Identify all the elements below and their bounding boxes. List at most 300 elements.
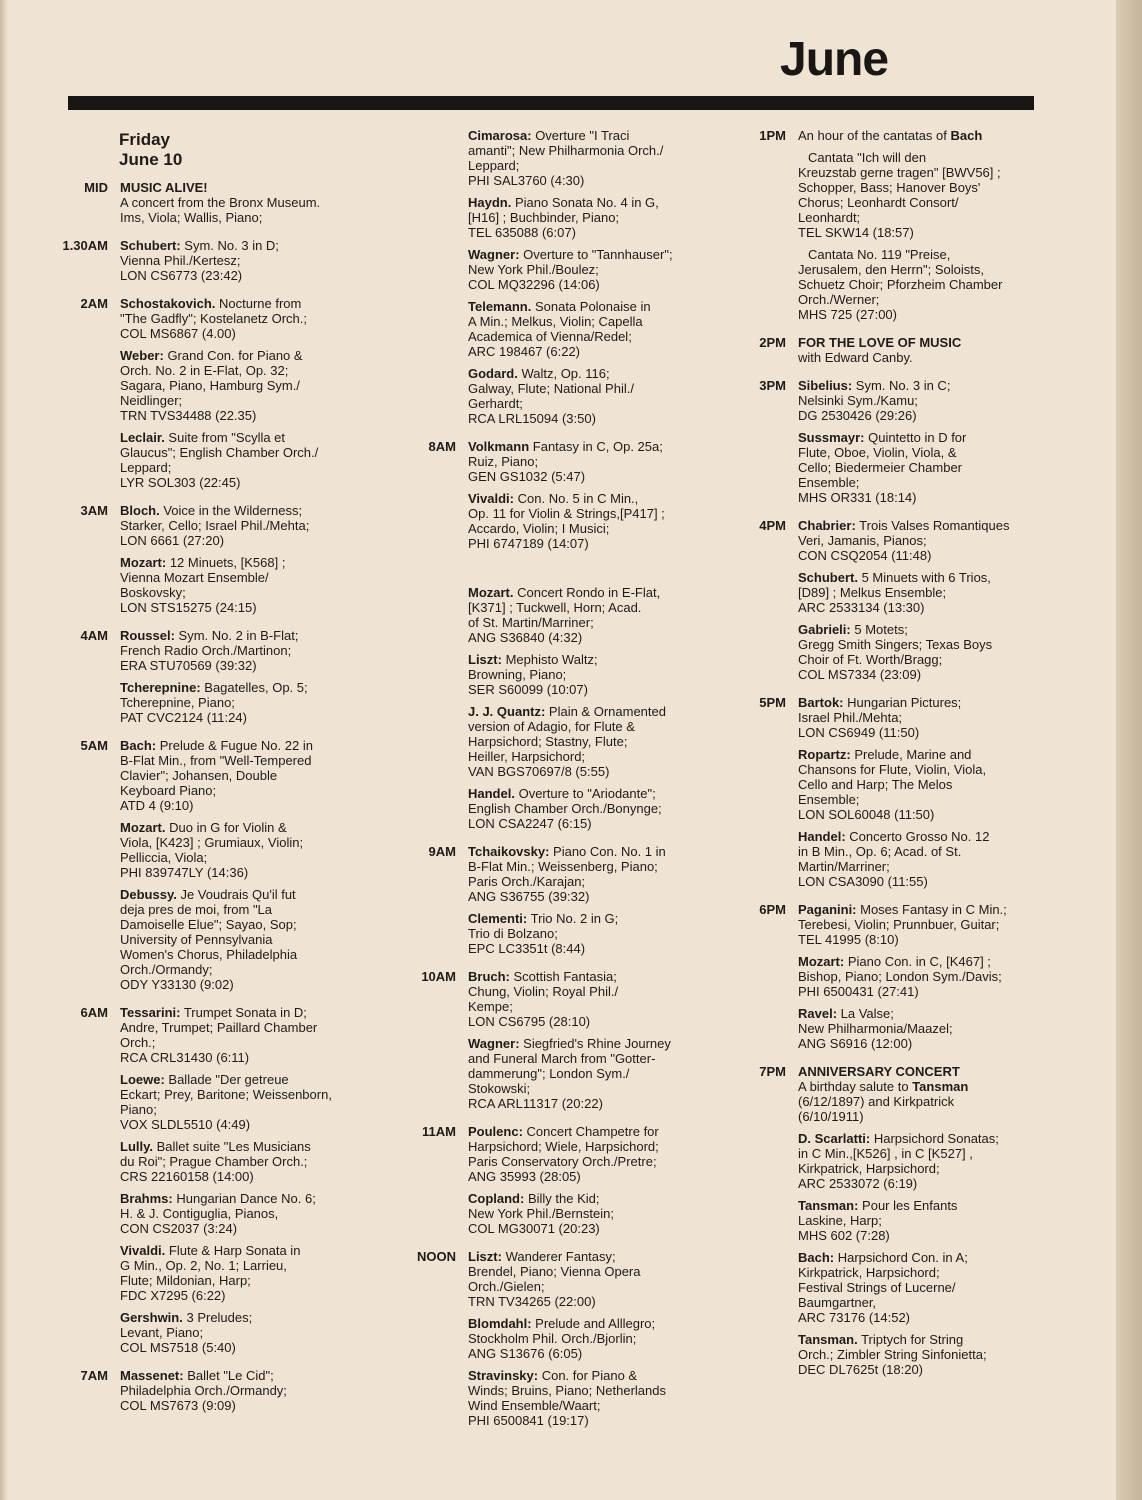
listing-line: [468, 158, 692, 173]
listing-line: [798, 652, 1022, 667]
composer-name: Mozart.: [120, 820, 166, 835]
listing-text: PHI 839747LY (14:36): [120, 865, 249, 880]
time-slot: [44, 238, 362, 290]
listing-line: [468, 1249, 692, 1264]
slot-entries: [468, 128, 692, 433]
slot-entries: [798, 378, 1022, 512]
listing-text: PHI 6747189 (14:07): [468, 536, 589, 551]
listing-text: Wanderer Fantasy;: [501, 1249, 616, 1264]
listing-line: [120, 600, 362, 615]
listing-line: [120, 1102, 362, 1117]
header-rule: [68, 96, 1034, 110]
listing-line: [120, 1169, 362, 1184]
time-label: 7PM: [759, 1064, 786, 1079]
listing-text: Hungarian Dance No. 6;: [172, 1191, 316, 1206]
listing-text: dammerung"; London Sym./: [468, 1066, 630, 1081]
listing-text: Paris Conservatory Orch./Pretre;: [468, 1154, 657, 1169]
listing-text: Concerto Grosso No. 12: [845, 829, 990, 844]
listing-text: Vienna Mozart Ensemble/: [120, 570, 269, 585]
composer-name: Handel:: [798, 829, 846, 844]
listing-text: A birthday salute to: [798, 1079, 913, 1094]
composer-name: Bach:: [798, 1250, 835, 1265]
listing-text: Sym. No. 2 in B-Flat;: [174, 628, 299, 643]
time-label: 11AM: [422, 1124, 456, 1139]
listing-line: [798, 1347, 1022, 1362]
listing-text: Duo in G for Violin &: [165, 820, 287, 835]
listing-text: New Philharmonia/Maazel;: [798, 1021, 953, 1036]
listing-line: [798, 585, 1022, 600]
listing-line: [468, 874, 692, 889]
listing-text: LON 6661 (27:20): [120, 533, 225, 548]
listing-line: [798, 807, 1022, 822]
listing-line: [120, 1020, 362, 1035]
composer-name: Wagner:: [468, 247, 520, 262]
listing-text: PHI 6500431 (27:41): [798, 984, 919, 999]
program-listing: [468, 585, 692, 645]
listing-text: ANG S36840 (4:32): [468, 630, 583, 645]
listing-line: [468, 329, 692, 344]
listing-line: [798, 262, 1022, 277]
listing-line: [120, 445, 362, 460]
listing-line: [120, 932, 362, 947]
listing-text: Ensemble;: [798, 475, 860, 490]
listing-text: LON CSA3090 (11:55): [798, 874, 928, 889]
program-listing: [120, 738, 362, 813]
listing-line: [468, 630, 692, 645]
listing-text: Plain & Ornamented: [545, 704, 666, 719]
slot-entries: [798, 695, 1022, 896]
slot-entries: [120, 628, 362, 732]
listing-text: ANG 35993 (28:05): [468, 1169, 581, 1184]
listing-text: of St. Martin/Marriner;: [468, 615, 594, 630]
listing-line: [798, 859, 1022, 874]
listing-text: in C Min.,[K526] , in C [K527] ,: [798, 1146, 973, 1161]
listing-line: [798, 902, 1022, 917]
listing-text: Paris Orch./Karajan;: [468, 874, 586, 889]
listing-text: LON CS6795 (28:10): [468, 1014, 591, 1029]
listing-text: Flute, Oboe, Violin, Viola, &: [798, 445, 957, 460]
listing-line: [468, 247, 692, 262]
listing-text: Jerusalem, den Herrn"; Soloists,: [798, 262, 984, 277]
listing-text: Vienna Phil./Kertesz;: [120, 253, 241, 268]
listing-line: [468, 381, 692, 396]
program-listing: [468, 439, 692, 484]
program-listing: [798, 570, 1022, 615]
program-listing: [468, 491, 692, 551]
listing-text: Stokowski;: [468, 1081, 531, 1096]
listing-text: GEN GS1032 (5:47): [468, 469, 586, 484]
time-slot: [722, 335, 1022, 372]
composer-name: Tessarini:: [120, 1005, 181, 1020]
composer-name: Vivaldi.: [120, 1243, 166, 1258]
listing-text: Piano Con. No. 1 in: [549, 844, 666, 859]
listing-line: [468, 299, 692, 314]
slot-entries: [468, 439, 692, 838]
listing-line: [798, 747, 1022, 762]
listing-line: [120, 1288, 362, 1303]
listing-text: Cello and Harp; The Melos: [798, 777, 953, 792]
listing-text: Op. 11 for Violin & Strings,[P417] ;: [468, 506, 665, 521]
composer-name: Paganini:: [798, 902, 857, 917]
listing-line: [798, 292, 1022, 307]
composer-name: Leclair.: [120, 430, 165, 445]
listing-line: [798, 600, 1022, 615]
listing-text: Israel Phil./Mehta;: [798, 710, 903, 725]
listing-line: [798, 1021, 1022, 1036]
listing-line: [120, 460, 362, 475]
listing-line: [798, 533, 1022, 548]
program-listing: [120, 296, 362, 341]
program-listing: [120, 680, 362, 725]
listing-text: Baumgartner,: [798, 1295, 877, 1310]
time-label: 4AM: [80, 628, 108, 643]
composer-name: Poulenc:: [468, 1124, 523, 1139]
listing-text: A Min.; Melkus, Violin; Capella: [468, 314, 643, 329]
listing-text: Schuetz Choir; Pforzheim Chamber: [798, 277, 1003, 292]
program-listing: [798, 622, 1022, 682]
listing-line: [468, 128, 692, 143]
listing-text: Harpsichord Con. in A;: [834, 1250, 968, 1265]
listing-text: Piano Con. in C, [K467] ;: [844, 954, 991, 969]
listing-line: [798, 1131, 1022, 1146]
time-slot: [392, 439, 692, 838]
listing-line: [120, 1243, 362, 1258]
listing-text: RCA CRL31430 (6:11): [120, 1050, 250, 1065]
listing-line: [468, 314, 692, 329]
listing-line: [120, 835, 362, 850]
listing-line: [120, 962, 362, 977]
time-label: 7AM: [80, 1368, 108, 1383]
listing-text: Accardo, Violin; I Musici;: [468, 521, 610, 536]
listing-text: Starker, Cello; Israel Phil./Mehta;: [120, 518, 310, 533]
program-listing: [798, 1006, 1022, 1051]
listing-line: [468, 786, 692, 801]
program-listing: [468, 1124, 692, 1184]
listing-text: Viola, [K423] ; Grumiaux, Violin;: [120, 835, 304, 850]
listing-line: [798, 548, 1022, 563]
listing-line: [798, 1176, 1022, 1191]
program-listing: [798, 902, 1022, 947]
listing-text: MHS 602 (7:28): [798, 1228, 890, 1243]
listing-text: LON CSA2247 (6:15): [468, 816, 592, 831]
listing-line: [120, 555, 362, 570]
listing-text: Kirkpatrick, Harpsichord;: [798, 1161, 940, 1176]
program-listing: [798, 335, 1022, 365]
listing-line: [120, 798, 362, 813]
listing-line: [798, 762, 1022, 777]
listing-text: Overture to "Ariodante";: [514, 786, 656, 801]
listing-line: [798, 460, 1022, 475]
listing-line: [120, 1139, 362, 1154]
listing-line: [798, 430, 1022, 445]
listing-line: [120, 268, 362, 283]
composer-name: Roussel:: [120, 628, 175, 643]
listing-text: Piano;: [120, 1102, 157, 1117]
listing-line: [798, 128, 1022, 143]
listing-line: [468, 1036, 692, 1051]
slot-entries: [798, 518, 1022, 689]
listing-text: VAN BGS70697/8 (5:55): [468, 764, 610, 779]
program-listing: [468, 299, 692, 359]
program-listing: [120, 1191, 362, 1236]
slot-entries: [120, 1368, 362, 1420]
listing-text: Academica of Vienna/Redel;: [468, 329, 632, 344]
listing-line: [120, 1050, 362, 1065]
time-label: 5PM: [759, 695, 786, 710]
time-slot: [722, 902, 1022, 1058]
program-listing: [468, 128, 692, 188]
composer-name: Handel.: [468, 786, 515, 801]
listing-line: [120, 393, 362, 408]
listing-text: COL MS7673 (9:09): [120, 1398, 236, 1413]
listing-text: B-Flat Min.; Weissenberg, Piano;: [468, 859, 658, 874]
listing-line: [798, 874, 1022, 889]
listing-line: [468, 1264, 692, 1279]
time-slot: [392, 128, 692, 433]
composer-name: Bartok:: [798, 695, 844, 710]
slot-entries: [798, 902, 1022, 1058]
composer-name: Schubert.: [798, 570, 858, 585]
program-listing: [798, 247, 1022, 322]
listing-text: Ballet suite "Les Musicians: [152, 1139, 311, 1154]
program-listing: [120, 628, 362, 673]
time-label: NOON: [417, 1249, 456, 1264]
listing-line: [468, 1221, 692, 1236]
composer-name: Volkmann: [468, 439, 530, 454]
listing-line: [798, 1213, 1022, 1228]
time-slot: [392, 1124, 692, 1243]
program-listing: [798, 430, 1022, 505]
listing-line: [798, 1198, 1022, 1213]
listing-line: [798, 180, 1022, 195]
column-slots: [44, 180, 362, 1420]
listing-line: [468, 1139, 692, 1154]
listing-text: A concert from the Bronx Museum.: [120, 195, 321, 210]
program-listing: [798, 954, 1022, 999]
listing-line: [468, 615, 692, 630]
listing-text: amanti"; New Philharmonia Orch./: [468, 143, 664, 158]
listing-text: Winds; Bruins, Piano; Netherlands: [468, 1383, 666, 1398]
listing-text: Orch. No. 2 in E-Flat, Op. 32;: [120, 363, 289, 378]
listing-line: [468, 999, 692, 1014]
composer-name: Sibelius:: [798, 378, 853, 393]
listing-text: Chansons for Flute, Violin, Viola,: [798, 762, 987, 777]
listing-text: Sym. No. 3 in D;: [180, 238, 279, 253]
program-listing: [120, 1243, 362, 1303]
listing-line: [468, 1169, 692, 1184]
listing-text: DG 2530426 (29:26): [798, 408, 917, 423]
listing-text: Trois Valses Romantiques: [855, 518, 1010, 533]
listing-line: [468, 439, 692, 454]
page-edge: [1116, 0, 1142, 1500]
listing-line: [798, 210, 1022, 225]
listing-text: Waltz, Op. 116;: [517, 366, 610, 381]
listing-line: [468, 1294, 692, 1309]
program-listing: [798, 1332, 1022, 1377]
program-listing: [798, 378, 1022, 423]
listing-line: [468, 984, 692, 999]
listing-line: [120, 977, 362, 992]
listing-line: [798, 195, 1022, 210]
listing-text: [D89] ; Melkus Ensemble;: [798, 585, 947, 600]
listing-line: [120, 326, 362, 341]
listing-text: and Funeral March from "Gotter-: [468, 1051, 656, 1066]
listing-line: [468, 1316, 692, 1331]
listing-text: "The Gadfly"; Kostelanetz Orch.;: [120, 311, 307, 326]
day-heading-weekday: Friday: [119, 130, 171, 149]
time-slot: [44, 1368, 362, 1420]
listing-line: [798, 307, 1022, 322]
listing-line: [468, 704, 692, 719]
listing-text: Tcherepnine, Piano;: [120, 695, 235, 710]
listing-line: [120, 570, 362, 585]
listing-line: [120, 378, 362, 393]
listing-line: [798, 570, 1022, 585]
column-slots: [392, 128, 692, 1435]
listing-line: [468, 667, 692, 682]
listing-text: Ballade "Der getreue: [164, 1072, 289, 1087]
time-slot: [722, 695, 1022, 896]
listing-line: [468, 816, 692, 831]
listing-line: [120, 475, 362, 490]
listing-line: [798, 1109, 1022, 1124]
listing-line: [798, 335, 1022, 350]
composer-name: Chabrier:: [798, 518, 856, 533]
listing-line: [468, 600, 692, 615]
listing-line: [798, 518, 1022, 533]
listing-text: Eckart; Prey, Baritone; Weissenborn,: [120, 1087, 332, 1102]
program-listing: [798, 747, 1022, 822]
listing-text: Triptych for String: [857, 1332, 964, 1347]
listing-text: Ensemble;: [798, 792, 860, 807]
listing-line: [120, 643, 362, 658]
composer-name: Debussy.: [120, 887, 177, 902]
listing-line: [120, 917, 362, 932]
time-slot: [44, 1005, 362, 1362]
listing-line: [798, 1006, 1022, 1021]
listing-text: Scottish Fantasia;: [509, 969, 617, 984]
listing-text: Browning, Piano;: [468, 667, 567, 682]
time-label: 3PM: [759, 378, 786, 393]
listing-line: [468, 749, 692, 764]
listing-line: [120, 210, 362, 225]
listing-line: [468, 1413, 692, 1428]
program-listing: [468, 704, 692, 779]
listing-text: du Roi"; Prague Chamber Orch.;: [120, 1154, 308, 1169]
day-heading: [119, 130, 362, 170]
slot-entries: [468, 1124, 692, 1243]
listing-line: [468, 1051, 692, 1066]
listing-text: Trumpet Sonata in D;: [180, 1005, 307, 1020]
program-listing: [120, 555, 362, 615]
listing-line: [468, 506, 692, 521]
schedule-column-2: [392, 128, 692, 1441]
listing-text: Mephisto Waltz;: [501, 652, 598, 667]
time-label: 6AM: [80, 1005, 108, 1020]
program-listing: [468, 1191, 692, 1236]
program-listing: [120, 180, 362, 225]
listing-line: [120, 296, 362, 311]
listing-line: [798, 710, 1022, 725]
listing-line: [468, 719, 692, 734]
listing-text: Pelliccia, Viola;: [120, 850, 208, 865]
listing-text: G Min., Op. 2, No. 1; Larrieu,: [120, 1258, 287, 1273]
composer-name: Godard.: [468, 366, 518, 381]
composer-name: D. Scarlatti:: [798, 1131, 871, 1146]
listing-text: Cantata "Ich will den: [808, 150, 927, 165]
program-listing: [120, 820, 362, 880]
composer-name: Vivaldi:: [468, 491, 515, 506]
composer-name: Ravel:: [798, 1006, 838, 1021]
time-label: 5AM: [80, 738, 108, 753]
listing-line: [120, 311, 362, 326]
listing-text: Clavier"; Johansen, Double: [120, 768, 278, 783]
schedule-column-3: [722, 128, 1022, 1390]
listing-text: Orch.;: [120, 1035, 156, 1050]
composer-name: Mozart:: [120, 555, 167, 570]
listing-line: [120, 1087, 362, 1102]
listing-text: English Chamber Orch./Bonynge;: [468, 801, 662, 816]
listing-text: Heiller, Harpsichord;: [468, 749, 586, 764]
listing-text: ARC 198467 (6:22): [468, 344, 581, 359]
composer-name: Gershwin.: [120, 1310, 183, 1325]
listing-line: [468, 652, 692, 667]
time-slot: [722, 518, 1022, 689]
listing-text: 12 Minuets, [K568] ;: [166, 555, 286, 570]
slot-entries: [798, 128, 1022, 329]
listing-text: Andre, Trumpet; Paillard Chamber: [120, 1020, 318, 1035]
listing-text: (6/12/1897) and Kirkpatrick: [798, 1094, 955, 1109]
listing-text: Harpsichord; Stastny, Flute;: [468, 734, 628, 749]
listing-line: [798, 1280, 1022, 1295]
listing-line: [468, 1014, 692, 1029]
listing-line: [120, 408, 362, 423]
composer-name: ANNIVERSARY CONCERT: [798, 1064, 960, 1079]
listing-line: [120, 253, 362, 268]
listing-text: CON CSQ2054 (11:48): [798, 548, 932, 563]
listing-text: DEC DL7625t (18:20): [798, 1362, 924, 1377]
listing-line: [120, 1117, 362, 1132]
listing-text: Orch./Ormandy;: [120, 962, 213, 977]
composer-name: Loewe:: [120, 1072, 165, 1087]
listing-text: Fantasy in C, Op. 25a;: [529, 439, 663, 454]
listing-text: Quintetto in D for: [864, 430, 967, 445]
program-listing: [468, 247, 692, 292]
program-listing: [120, 1005, 362, 1065]
composer-name: Bruch:: [468, 969, 510, 984]
listing-text: Prelude, Marine and: [850, 747, 972, 762]
listing-line: [798, 1094, 1022, 1109]
listing-line: [120, 628, 362, 643]
listing-line: [468, 801, 692, 816]
listing-text: Con. No. 5 in C Min.,: [514, 491, 639, 506]
listing-text: Overture "I Traci: [531, 128, 630, 143]
listing-line: [120, 518, 362, 533]
composer-name: Liszt:: [468, 652, 502, 667]
listing-line: [120, 1072, 362, 1087]
listing-line: [468, 1096, 692, 1111]
listing-line: [468, 926, 692, 941]
listing-text: Bishop, Piano; London Sym./Davis;: [798, 969, 1002, 984]
slot-entries: [468, 844, 692, 963]
time-label: 1.30AM: [62, 238, 108, 253]
listing-text: COL MS7518 (5:40): [120, 1340, 236, 1355]
listing-text: Harpsichord; Wiele, Harpsichord;: [468, 1139, 659, 1154]
slot-entries: [798, 335, 1022, 372]
listing-text: Chorus; Leonhardt Consort/: [798, 195, 959, 210]
composer-name: FOR THE LOVE OF MUSIC: [798, 335, 962, 350]
listing-line: [120, 1310, 362, 1325]
